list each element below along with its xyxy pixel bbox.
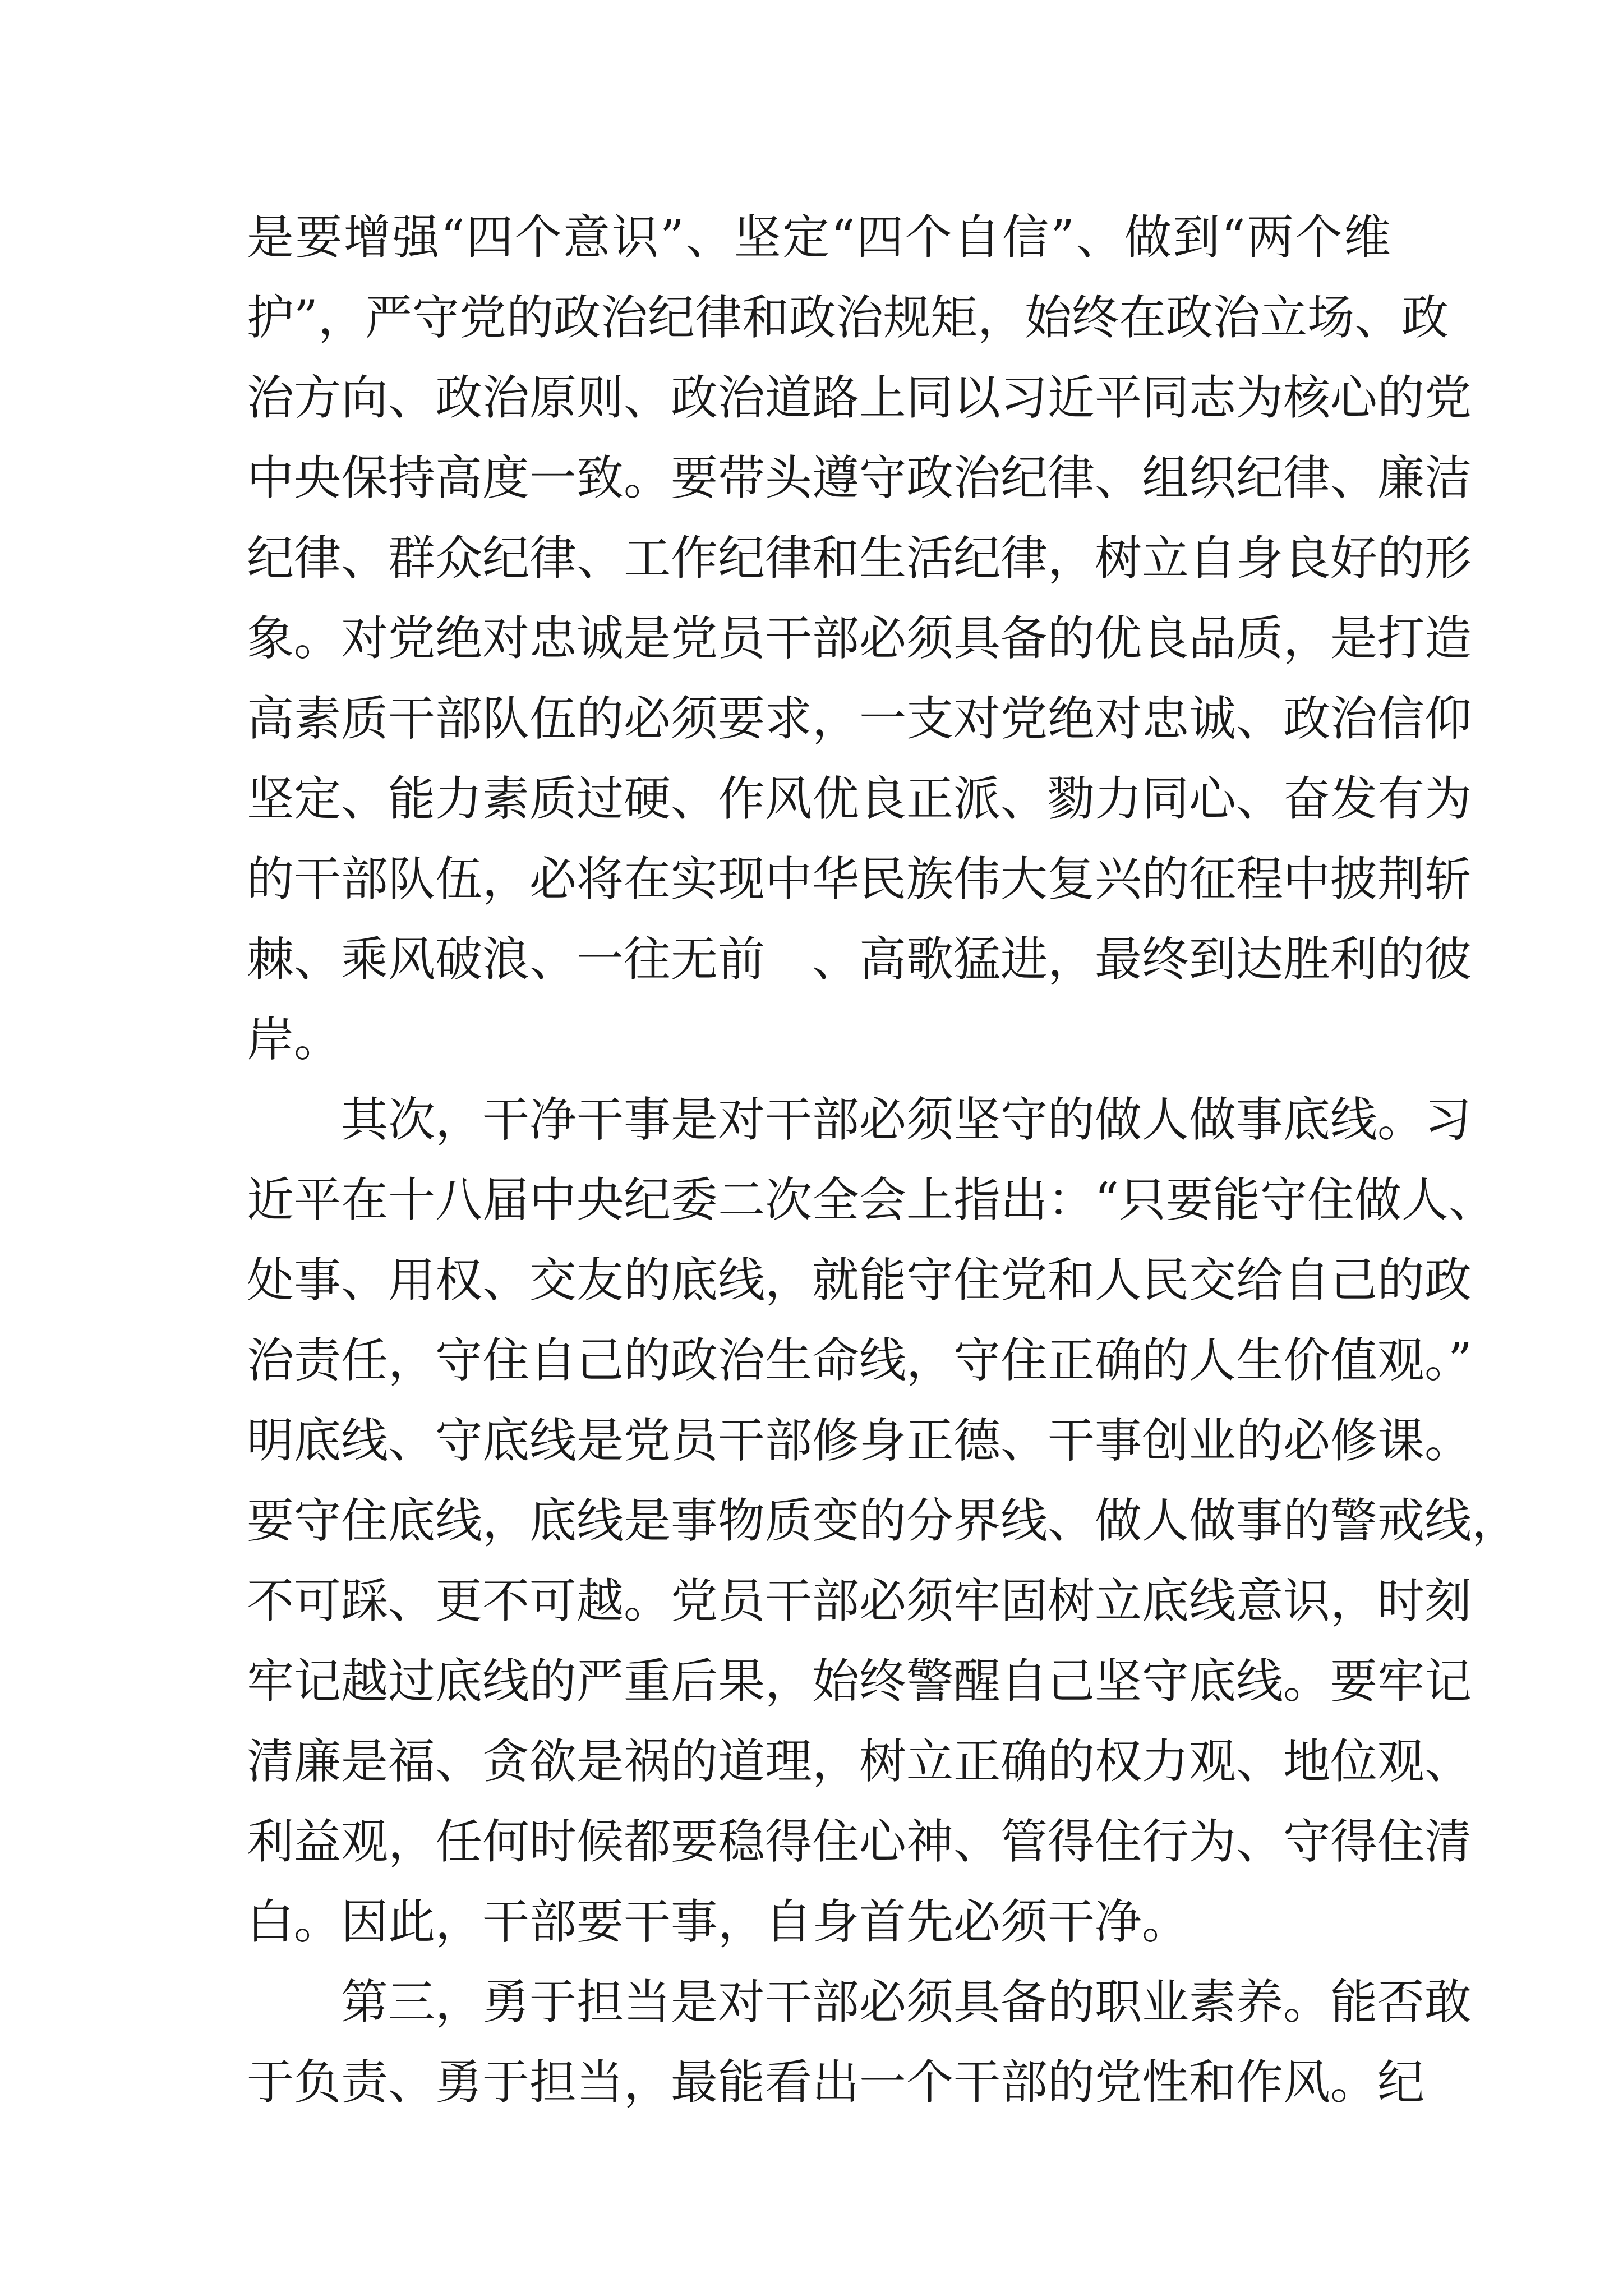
- text-line: 处事、用权、交友的底线，就能守住党和人民交给自己的政: [247, 1253, 1472, 1308]
- text-line: 岸。: [247, 1012, 342, 1067]
- body-text: [247, 197, 1519, 2123]
- text-line: 的干部队伍，必将在实现中华民族伟大复兴的征程中披荆斩: [247, 852, 1472, 907]
- text-line: 牢记越过底线的严重后果，始终警醒自己坚守底线。要牢记: [247, 1654, 1472, 1709]
- text-line: 明底线、守底线是党员干部修身正德、干事创业的必修课。: [247, 1413, 1472, 1468]
- text-line: 近平在十八届中央纪委二次全会上指出：“只要能守住做人、: [247, 1172, 1496, 1227]
- text-line: 治责任，守住自己的政治生命线，守住正确的人生价值观。”: [247, 1333, 1472, 1388]
- text-line: 利益观，任何时候都要稳得住心神、管得住行为、守得住清: [247, 1814, 1472, 1869]
- text-line: 清廉是福、贪欲是祸的道理，树立正确的权力观、地位观、: [247, 1734, 1472, 1789]
- text-line: 要守住底线，底线是事物质变的分界线、做人做事的警戒线，: [247, 1493, 1519, 1548]
- text-line: 护”，严守党的政治纪律和政治规矩，始终在政治立场、政: [247, 290, 1449, 345]
- text-line: 第三，勇于担当是对干部必须具备的职业素养。能否敢: [341, 1975, 1472, 2030]
- text-line: 坚定、能力素质过硬、作风优良正派、勠力同心、奋发有为: [247, 771, 1472, 826]
- text-line: 高素质干部队伍的必须要求，一支对党绝对忠诚、政治信仰: [247, 691, 1472, 746]
- text-line: 治方向、政治原则、政治道路上同以习近平同志为核心的党: [247, 370, 1472, 425]
- text-line: 象。对党绝对忠诚是党员干部必须具备的优良品质，是打造: [247, 611, 1472, 666]
- text-line: 纪律、群众纪律、工作纪律和生活纪律，树立自身良好的形: [247, 531, 1472, 586]
- text-line: 棘、乘风破浪、一往无前 、高歌猛进，最终到达胜利的彼: [247, 932, 1472, 987]
- text-line: 其次，干净干事是对干部必须坚守的做人做事底线。习: [341, 1092, 1472, 1147]
- text-line: 于负责、勇于担当，最能看出一个干部的党性和作风。纪: [247, 2055, 1425, 2110]
- text-line: 不可踩、更不可越。党员干部必须牢固树立底线意识，时刻: [247, 1573, 1472, 1628]
- text-line: 是要增强“四个意识”、坚定“四个自信”、做到“两个维: [247, 210, 1391, 265]
- text-line: 中央保持高度一致。要带头遵守政治纪律、组织纪律、廉洁: [247, 450, 1472, 505]
- text-line: 白。因此，干部要干事，自身首先必须干净。: [247, 1894, 1189, 1949]
